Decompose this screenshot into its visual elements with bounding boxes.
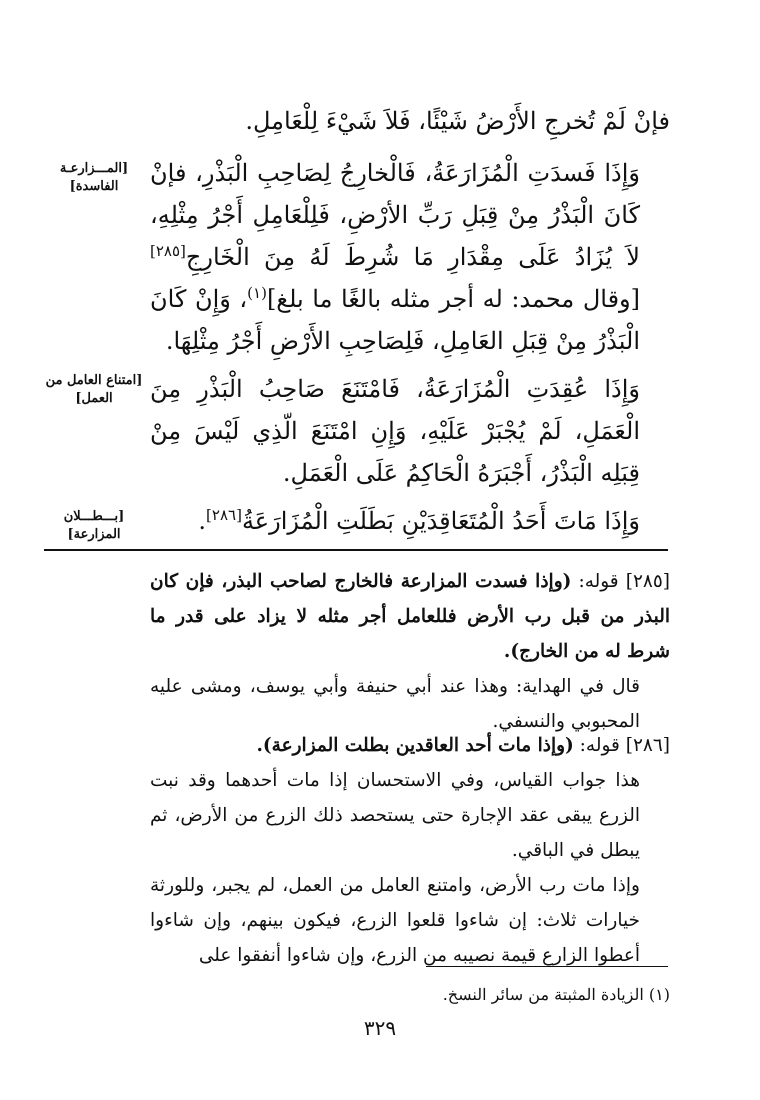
paragraph-fasid [150,152,670,362]
commentary-286 [150,728,670,973]
paragraph-fasid-text-b: [وقال محمد: له أجر مثله بالغًا ما بلغ] [266,285,641,313]
main-line-1: فإنْ لَمْ تُخرجِ الأَرْضُ شَيْئًا، فَلاَ شَيْءَ لِلْعَامِلِ. [245,107,670,135]
commentary-286-body-2: وإذا مات رب الأرض، وامتنع العامل من العمل، لم يجبر، وللورثة خيارات ثلاث: إن شاءوا قلعوا الزرع، فيكون بينهم، وإن شاءوا أعطوا الزارع قيمة نصيبه من الزرع، وإن شاءوا أنفقوا على [150,875,640,966]
commentary-285-quote: (وإذا فسدت المزارعة فالخارج لصاحب البذر، فإن كان البذر من قبل رب الأرض فللعامل أجر مثله لا يزاد على قدر ما شرط له من الخارج). [150,571,670,662]
margin-note-fasid: [المـــزارعـة الفاسدة] [59,161,129,194]
commentary-285 [150,564,670,739]
commentary-286-number: [٢٨٦] [625,735,670,756]
commentary-285-number: [٢٨٥] [625,571,670,592]
commentary-285-body: قال في الهداية: وهذا عند أبي حنيفة وأبي يوسف، ومشى عليه المحبوبي والنسفي. [150,676,640,732]
ref-285[interactable]: [٢٨٥] [150,242,186,260]
footnote-divider [426,966,668,967]
main-paragraph-refusal [150,368,670,494]
commentary-286-intro: قوله: [573,735,620,756]
paragraph-death-text: وَإِذَا مَاتَ أَحَدُ الْمُتَعَاقِدَيْنِ بَطَلَتِ الْمُزَارَعَةُ [241,507,640,535]
main-paragraph-corrupt-contract [150,152,670,362]
paragraph-death-end: . [198,507,207,535]
margin-note-nullity: [بـــطـــلان المزارعة] [63,509,125,542]
commentary-286-quote: (وإذا مات أحد العاقدين بطلت المزارعة). [256,735,574,756]
paragraph-death [150,500,670,542]
commentary-285-heading [150,564,670,669]
main-text [150,100,670,142]
main-paragraph-death [150,500,670,542]
paragraph-refusal: وَإِذَا عُقِدَتِ الْمُزَارَعَةُ، فَامْتَنَعَ صَاحِبُ الْبَذْرِ مِنَ الْعَمَلِ، لَمْ يُجْبَرْ عَلَيْهِ، وَإِنِ امْتَنَعَ الّذِي لَيْسَ مِنْ قِبَلِه الْبَذْرُ، أَجْبَرَهُ الْحَاكِمُ عَلَى الْعَمَلِ. [150,375,640,487]
ref-286[interactable]: [٢٨٦] [206,506,242,524]
section-divider [44,549,668,551]
commentary-286-heading [150,728,670,763]
paragraph-fasid-text-c: ، وَإِنْ كَانَ الْبَذْرُ مِنْ قِبَلِ العَامِلِ، فَلِصَاحِبِ الأَرْضِ أَجْرُ مِثْلِهَا. [150,285,640,355]
footnote-1: (١) الزيادة المثبتة من سائر النسخ. [442,985,670,1004]
page-number: ٣٢٩ [363,1016,397,1040]
commentary-286-body-1: هذا جواب القياس، وفي الاستحسان إذا مات أحدهما وقد نبت الزرع يبقى عقد الإجارة حتى يستحصد ذلك الزرع من الأرض، ثم يبطل في الباقي. [150,770,640,861]
commentary-285-intro: قوله: [571,571,619,592]
margin-note-refusal: [امتناع العامل من العمل] [45,373,143,406]
paragraph-fasid-text-a: وَإِذَا فَسدَتِ الْمُزَارَعَةُ، فَالْخارِجُ لِصَاحِبِ الْبَذْرِ، فإنْ كَانَ الْبَذْرُ مِنْ قِبَلِ رَبِّ الأرْضِ، فَلِلْعَامِلِ أَجْرُ مِثْلِهِ، لاَ يُزَادُ عَلَى مِقْدَارِ مَا شُرِطَ لَهُ مِنَ الْخَارِجِ [150,159,640,271]
footnote-ref-1[interactable]: (١) [247,284,267,302]
